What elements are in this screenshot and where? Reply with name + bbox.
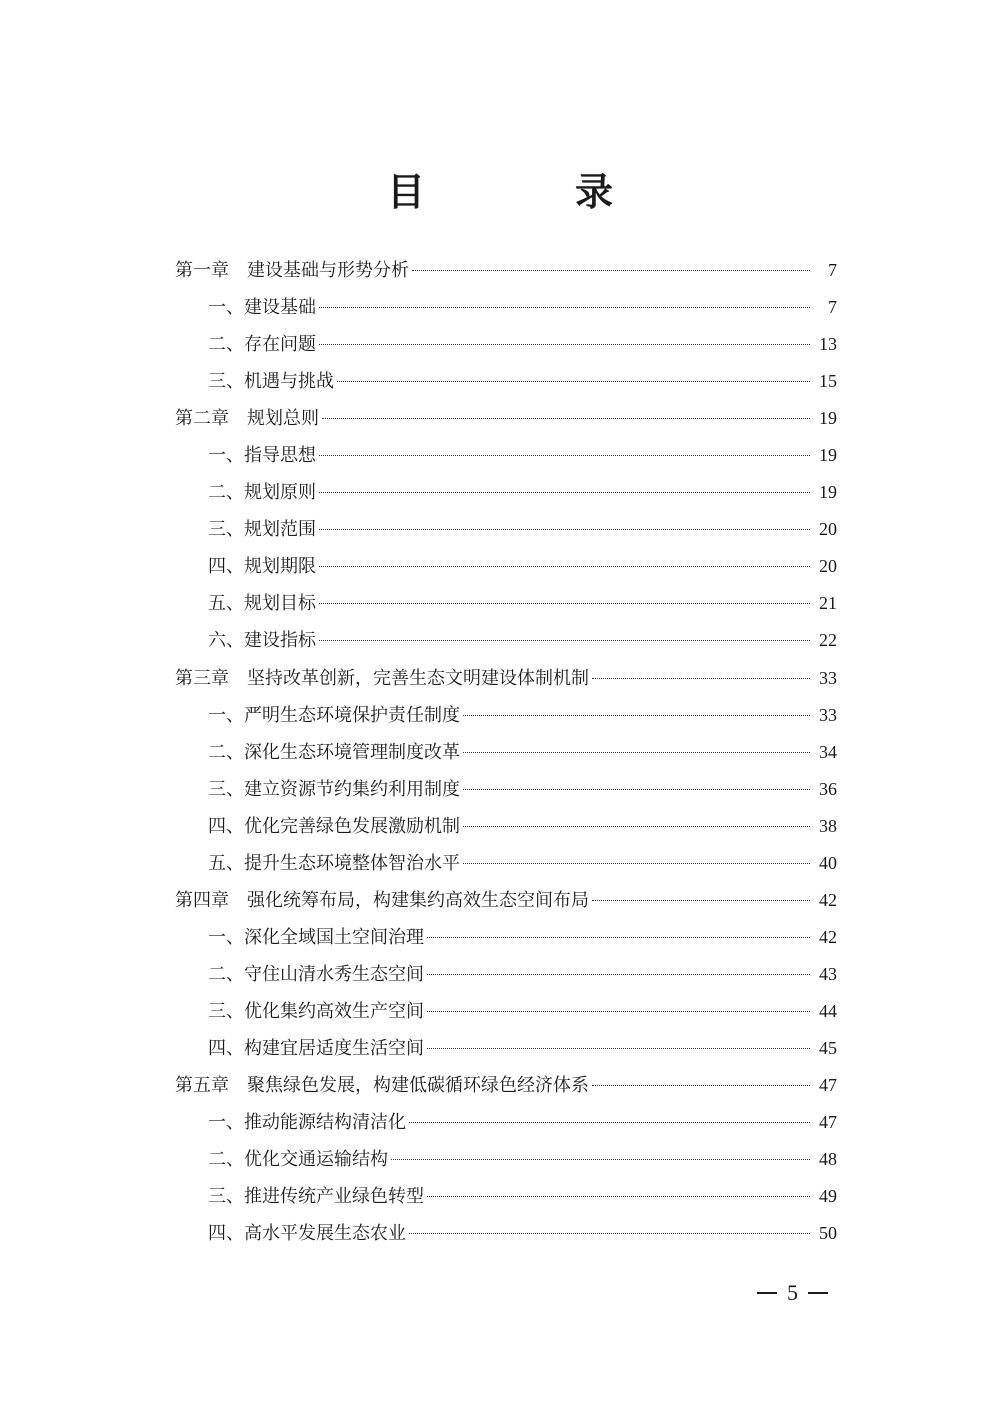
toc-entry-title: 坚持改革创新，完善生态文明建设体制机制: [247, 667, 589, 689]
toc-chapter-number: 第二章: [175, 408, 229, 430]
toc-page-number: 47: [819, 1112, 837, 1133]
page-footer: [747, 1278, 838, 1308]
toc-page-number: 33: [819, 704, 837, 725]
toc-section-entry[interactable]: [175, 1034, 837, 1071]
toc-page-number: 13: [819, 334, 837, 355]
toc-entry-title: 三、建立资源节约集约利用制度: [208, 778, 460, 800]
toc-dot-leader: [427, 974, 810, 975]
toc-entry-title: 三、推进传统产业绿色转型: [208, 1186, 424, 1208]
toc-chapter-entry[interactable]: [175, 1071, 837, 1108]
toc-dot-leader: [319, 455, 810, 456]
toc-dot-leader: [592, 900, 810, 901]
footer-page-number: 5: [787, 1280, 798, 1305]
toc-dot-leader: [319, 566, 810, 567]
toc-entry-title: 三、机遇与挑战: [208, 371, 334, 393]
toc-entry-title: 三、优化集约高效生产空间: [208, 1000, 424, 1022]
toc-page-number: 50: [819, 1223, 837, 1244]
toc-dot-leader: [319, 603, 810, 604]
toc-chapter-entry[interactable]: [175, 886, 837, 923]
toc-section-entry[interactable]: [175, 923, 837, 960]
toc-section-entry[interactable]: [175, 293, 837, 330]
toc-page-number: 15: [819, 371, 837, 392]
toc-chapter-entry[interactable]: [175, 664, 837, 701]
toc-page-number: 48: [819, 1149, 837, 1170]
toc-entry-title: 一、建设基础: [208, 297, 316, 319]
toc-dot-leader: [319, 492, 810, 493]
toc-section-entry[interactable]: [175, 441, 837, 478]
toc-dot-leader: [463, 863, 810, 864]
toc-section-entry[interactable]: [175, 367, 837, 404]
toc-dot-leader: [319, 529, 810, 530]
toc-section-entry[interactable]: [175, 997, 837, 1034]
toc-chapter-entry[interactable]: [175, 404, 837, 441]
toc-entry-title: 二、深化生态环境管理制度改革: [208, 741, 460, 763]
toc-section-entry[interactable]: [175, 812, 837, 849]
toc-page-number: 20: [819, 519, 837, 540]
toc-entry-title: 五、规划目标: [208, 593, 316, 615]
toc-section-entry[interactable]: [175, 1145, 837, 1182]
toc-section-entry[interactable]: [175, 849, 837, 886]
toc-dot-leader: [427, 1011, 810, 1012]
toc-section-entry[interactable]: [175, 330, 837, 367]
toc-entry-title: 建设基础与形势分析: [247, 260, 409, 281]
toc-page-number: 44: [819, 1000, 837, 1021]
toc-section-entry[interactable]: [175, 478, 837, 515]
toc-dot-leader: [463, 826, 810, 827]
toc-page-number: 7: [828, 297, 837, 318]
toc-dot-leader: [427, 1196, 810, 1197]
toc-dot-leader: [337, 381, 810, 382]
toc-dot-leader: [322, 418, 810, 419]
toc-entry-title: 四、构建宜居适度生活空间: [208, 1037, 424, 1059]
toc-dot-leader: [463, 752, 810, 753]
toc-section-entry[interactable]: [175, 515, 837, 552]
toc-page-number: 22: [819, 630, 837, 651]
toc-entry-title: 六、建设指标: [208, 630, 316, 652]
toc-chapter-number: 第四章: [175, 889, 229, 911]
toc-page-number: 19: [819, 445, 837, 466]
toc-page-number: 20: [819, 556, 837, 577]
toc-dot-leader: [319, 307, 810, 308]
toc-dot-leader: [391, 1159, 810, 1160]
toc-page-number: 19: [819, 482, 837, 503]
toc-page-number: 34: [819, 741, 837, 762]
toc-dot-leader: [412, 270, 810, 271]
footer-dash-right: [808, 1292, 828, 1294]
toc-dot-leader: [427, 937, 810, 938]
toc-section-entry[interactable]: [175, 1182, 837, 1219]
toc-chapter-number: 第一章: [175, 260, 229, 281]
toc-entry-title: 规划总则: [247, 408, 319, 430]
toc-section-entry[interactable]: [175, 701, 837, 738]
toc-entry-title: 一、深化全域国土空间治理: [208, 926, 424, 948]
toc-dot-leader: [592, 1085, 810, 1086]
toc-page-number: 42: [819, 926, 837, 947]
toc-page-number: 36: [819, 778, 837, 799]
toc-entry-title: 二、优化交通运输结构: [208, 1149, 388, 1171]
toc-dot-leader: [409, 1122, 810, 1123]
toc-dot-leader: [463, 715, 810, 716]
toc-section-entry[interactable]: [175, 775, 837, 812]
toc-entry-title: 一、严明生态环境保护责任制度: [208, 704, 460, 726]
toc-chapter-number: 第五章: [175, 1075, 229, 1097]
toc-entry-title: 四、高水平发展生态农业: [208, 1223, 406, 1245]
toc-page-number: 19: [819, 408, 837, 429]
toc-page-number: 33: [819, 667, 837, 688]
toc-dot-leader: [463, 789, 810, 790]
toc-page-number: 42: [819, 889, 837, 910]
toc-section-entry[interactable]: [175, 960, 837, 997]
footer-dash-left: [757, 1292, 777, 1294]
toc-section-entry[interactable]: [175, 1108, 837, 1145]
toc-entry-title: 四、优化完善绿色发展激励机制: [208, 815, 460, 837]
toc-section-entry[interactable]: [175, 626, 837, 663]
toc-section-entry[interactable]: [175, 552, 837, 589]
toc-page-number: 47: [819, 1075, 837, 1096]
toc-page-number: 21: [819, 593, 837, 614]
toc-entry-title: 五、提升生态环境整体智治水平: [208, 852, 460, 874]
toc-page-number: 40: [819, 852, 837, 873]
toc-chapter-entry[interactable]: [175, 256, 837, 293]
toc-entry-title: 二、守住山清水秀生态空间: [208, 963, 424, 985]
toc-entry-title: 一、推动能源结构清洁化: [208, 1112, 406, 1134]
toc-section-entry[interactable]: [175, 1219, 837, 1256]
toc-entry-title: 一、指导思想: [208, 445, 316, 467]
table-of-contents: [175, 256, 837, 1256]
toc-page-number: 49: [819, 1186, 837, 1207]
toc-entry-title: 二、存在问题: [208, 334, 316, 356]
page-title: 目 录: [386, 169, 669, 214]
toc-entry-title: 三、规划范围: [208, 519, 316, 541]
toc-page-number: 43: [819, 963, 837, 984]
toc-entry-title: 强化统筹布局，构建集约高效生态空间布局: [247, 889, 589, 911]
toc-dot-leader: [319, 640, 810, 641]
toc-entry-title: 四、规划期限: [208, 556, 316, 578]
toc-dot-leader: [592, 678, 810, 679]
toc-entry-title: 二、规划原则: [208, 482, 316, 504]
toc-dot-leader: [319, 344, 810, 345]
toc-page-number: 45: [819, 1037, 837, 1058]
toc-page-number: 38: [819, 815, 837, 836]
toc-dot-leader: [427, 1048, 810, 1049]
toc-chapter-number: 第三章: [175, 667, 229, 689]
toc-dot-leader: [409, 1233, 810, 1234]
toc-section-entry[interactable]: [175, 589, 837, 626]
toc-section-entry[interactable]: [175, 738, 837, 775]
toc-entry-title: 聚焦绿色发展，构建低碳循环绿色经济体系: [247, 1075, 589, 1097]
toc-page-number: 7: [828, 260, 837, 280]
